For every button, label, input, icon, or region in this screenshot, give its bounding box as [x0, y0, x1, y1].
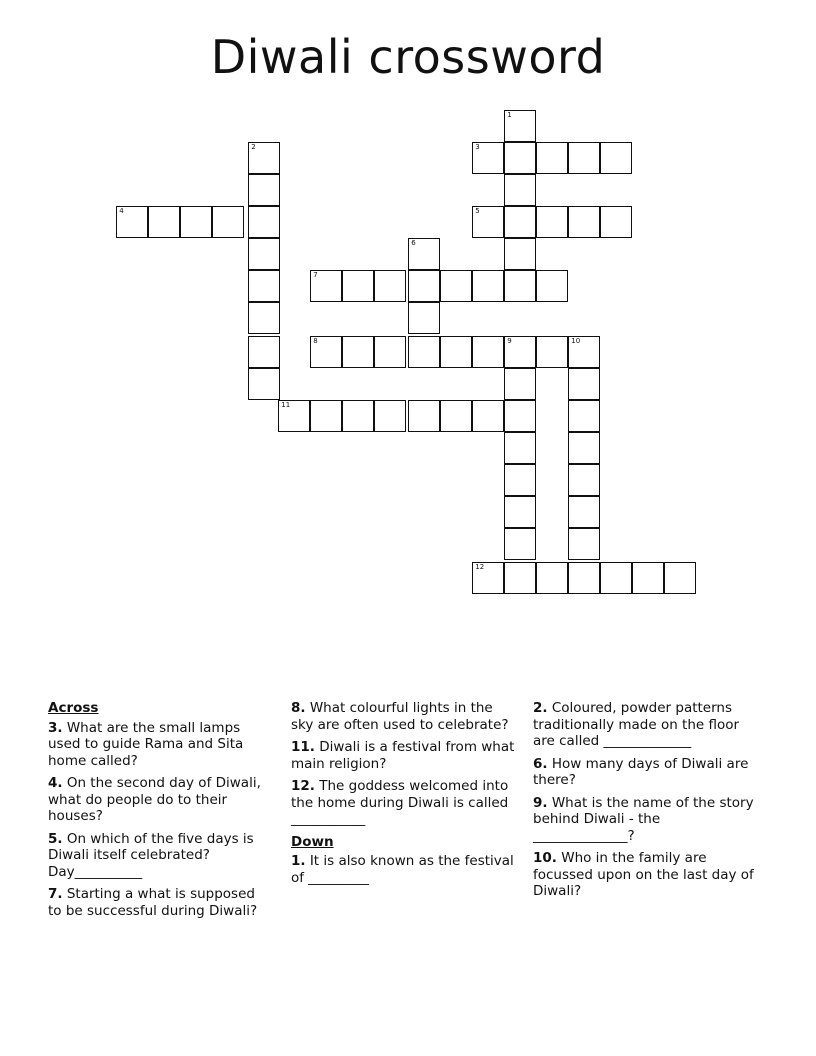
crossword-cell[interactable]	[472, 336, 504, 368]
crossword-cell[interactable]	[310, 270, 342, 302]
crossword-cell[interactable]	[504, 174, 536, 206]
crossword-cell[interactable]	[374, 270, 406, 302]
crossword-cell[interactable]	[568, 142, 600, 174]
crossword-cell[interactable]	[180, 206, 212, 238]
clue-down-1	[291, 853, 519, 886]
crossword-cell[interactable]	[472, 270, 504, 302]
clue-number: 7.	[48, 886, 63, 902]
clue-down-10	[533, 850, 758, 900]
clue-number: 11.	[291, 739, 315, 755]
crossword-cell[interactable]	[342, 336, 374, 368]
cell-number: 5	[475, 207, 480, 216]
crossword-cell[interactable]	[568, 528, 600, 560]
clue-across-3	[48, 720, 262, 770]
clue-text: Who in the family are focussed upon on the last day of Diwali?	[533, 850, 754, 899]
crossword-cell[interactable]	[472, 206, 504, 238]
crossword-cell[interactable]	[408, 302, 440, 334]
crossword-cell[interactable]	[632, 562, 664, 594]
crossword-cell[interactable]	[504, 464, 536, 496]
crossword-cell[interactable]	[568, 400, 600, 432]
crossword-cell[interactable]	[408, 270, 440, 302]
clue-number: 1.	[291, 853, 306, 869]
crossword-cell[interactable]	[568, 368, 600, 400]
clue-across-5	[48, 831, 262, 881]
crossword-cell[interactable]	[600, 206, 632, 238]
crossword-cell[interactable]	[248, 142, 280, 174]
crossword-cell[interactable]	[248, 336, 280, 368]
clue-down-6	[533, 756, 758, 789]
clue-number: 2.	[533, 700, 548, 716]
clue-text: On the second day of Diwali, what do people do to their houses?	[48, 775, 261, 824]
crossword-cell[interactable]	[440, 400, 472, 432]
crossword-cell[interactable]	[472, 142, 504, 174]
cell-number: 6	[411, 239, 416, 248]
crossword-cell[interactable]	[248, 270, 280, 302]
crossword-cell[interactable]	[504, 206, 536, 238]
clue-text: The goddess welcomed into the home during Diwali is called ___________	[291, 778, 509, 827]
crossword-cell[interactable]	[504, 238, 536, 270]
crossword-cell[interactable]	[504, 142, 536, 174]
clue-number: 3.	[48, 719, 63, 736]
clue-text: What colourful lights in the sky are often used to celebrate?	[291, 700, 509, 733]
crossword-cell[interactable]	[310, 336, 342, 368]
clue-across-8	[291, 700, 519, 733]
clue-across-11	[291, 739, 519, 772]
clue-across-7	[48, 886, 262, 919]
clue-number: 10.	[533, 850, 557, 866]
cell-number: 3	[475, 143, 480, 152]
cell-number: 9	[507, 337, 512, 346]
crossword-cell[interactable]	[212, 206, 244, 238]
clue-number: 4.	[48, 775, 63, 791]
crossword-cell[interactable]	[504, 528, 536, 560]
cell-number: 2	[251, 143, 256, 152]
crossword-cell[interactable]	[600, 142, 632, 174]
crossword-cell[interactable]	[374, 400, 406, 432]
clue-text: What is the name of the story behind Diwali - the ______________?	[533, 794, 754, 844]
clue-text: Coloured, powder patterns traditionally made on the floor are called _____________	[533, 700, 740, 749]
crossword-cell[interactable]	[342, 400, 374, 432]
crossword-cell[interactable]	[440, 270, 472, 302]
clue-number: 6.	[533, 755, 548, 772]
crossword-cell[interactable]	[504, 562, 536, 594]
crossword-cell[interactable]	[536, 336, 568, 368]
crossword-cell[interactable]	[568, 496, 600, 528]
clue-down-2	[533, 700, 758, 750]
crossword-cell[interactable]	[248, 174, 280, 206]
crossword-cell[interactable]	[600, 562, 632, 594]
crossword-cell[interactable]	[248, 368, 280, 400]
crossword-cell[interactable]	[472, 400, 504, 432]
crossword-cell[interactable]	[278, 400, 310, 432]
clues-column-2	[291, 700, 519, 892]
crossword-cell[interactable]	[408, 336, 440, 368]
cell-number: 10	[571, 337, 581, 346]
crossword-cell[interactable]	[568, 206, 600, 238]
cell-number: 12	[475, 563, 485, 572]
cell-number: 11	[281, 401, 291, 410]
crossword-cell[interactable]	[504, 432, 536, 464]
crossword-cell[interactable]	[440, 336, 472, 368]
cell-number: 8	[313, 337, 318, 346]
crossword-cell[interactable]	[504, 496, 536, 528]
crossword-cell[interactable]	[504, 336, 536, 368]
down-heading: Down	[291, 833, 334, 850]
crossword-cell[interactable]	[310, 400, 342, 432]
across-heading: Across	[48, 700, 99, 716]
clue-across-12	[291, 778, 519, 828]
clue-text: What are the small lamps used to guide Rama and Sita home called?	[48, 719, 244, 769]
crossword-cell[interactable]	[568, 562, 600, 594]
clues-column-1	[48, 700, 262, 925]
cell-number: 4	[119, 207, 124, 216]
crossword-cell[interactable]	[504, 270, 536, 302]
crossword-cell[interactable]	[116, 206, 148, 238]
crossword-cell[interactable]	[504, 368, 536, 400]
crossword-cell[interactable]	[536, 142, 568, 174]
crossword-cell[interactable]	[536, 562, 568, 594]
clue-text: On which of the five days is Diwali itself celebrated? Day__________	[48, 830, 254, 880]
cell-number: 1	[507, 111, 512, 120]
crossword-cell[interactable]	[568, 464, 600, 496]
crossword-cell[interactable]	[568, 432, 600, 464]
crossword-cell[interactable]	[568, 336, 600, 368]
crossword-cell[interactable]	[408, 400, 440, 432]
crossword-cell[interactable]	[148, 206, 180, 238]
crossword-cell[interactable]	[536, 206, 568, 238]
crossword-cell[interactable]	[248, 206, 280, 238]
crossword-cell[interactable]	[536, 270, 568, 302]
clues-column-3	[533, 700, 758, 906]
clue-text: How many days of Diwali are there?	[533, 755, 749, 788]
crossword-cell[interactable]	[664, 562, 696, 594]
crossword-cell[interactable]	[504, 400, 536, 432]
clue-number: 8.	[291, 700, 306, 716]
crossword-cell[interactable]	[374, 336, 406, 368]
crossword-cell[interactable]	[504, 110, 536, 142]
page-title: Diwali crossword	[210, 30, 606, 84]
clue-text: Starting a what is supposed to be successful during Diwali?	[48, 886, 258, 919]
clue-text: It is also known as the festival of _________	[291, 853, 514, 886]
crossword-cell[interactable]	[342, 270, 374, 302]
clue-down-9	[533, 795, 758, 845]
crossword-cell[interactable]	[248, 302, 280, 334]
clue-across-4	[48, 775, 262, 825]
clue-text: Diwali is a festival from what main religion?	[291, 739, 515, 772]
crossword-cell[interactable]	[472, 562, 504, 594]
clue-number: 5.	[48, 830, 63, 847]
cell-number: 7	[313, 271, 318, 280]
crossword-cell[interactable]	[408, 238, 440, 270]
clue-number: 12.	[291, 778, 315, 794]
crossword-cell[interactable]	[248, 238, 280, 270]
clue-number: 9.	[533, 794, 548, 811]
